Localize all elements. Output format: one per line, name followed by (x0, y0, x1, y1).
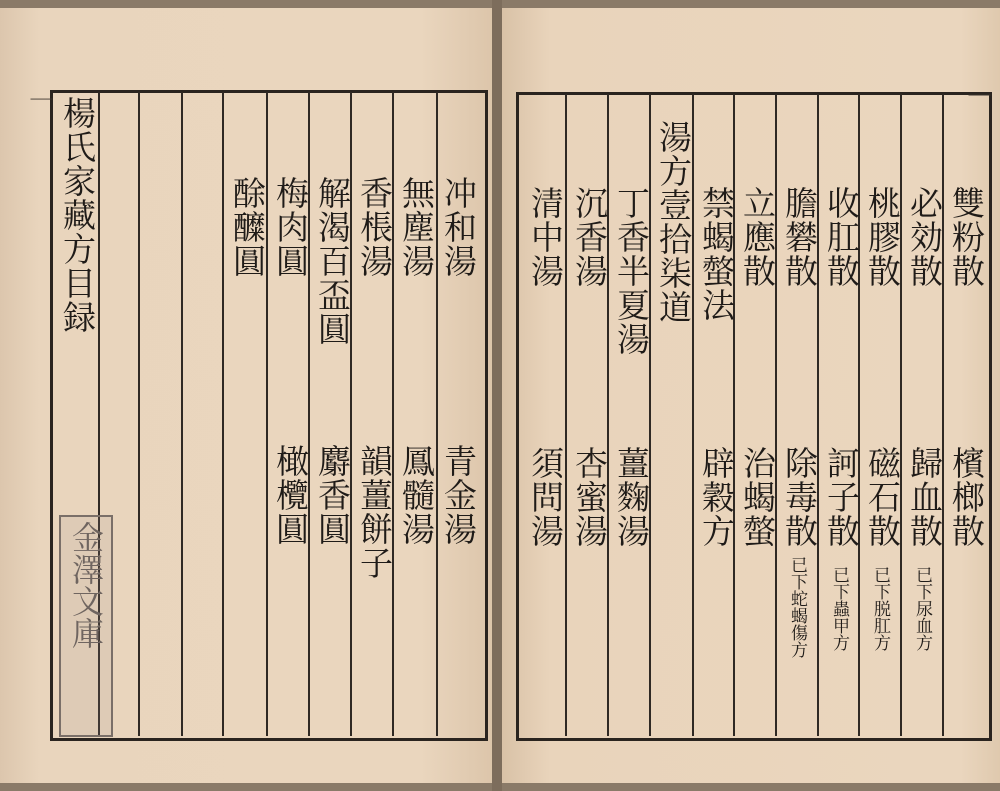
entry-bottom: 韻薑餅子 (355, 444, 394, 580)
section-note: 已下蛇蝎傷方 (787, 556, 807, 658)
entry-bottom: 青金湯 (439, 444, 478, 546)
column-rule (222, 92, 224, 736)
entry-top: 梅肉圓 (271, 176, 310, 278)
entry-top: 必効散 (905, 186, 944, 288)
entry-bottom: 歸血散 (905, 446, 944, 548)
section-note: 已下蟲甲方 (829, 566, 849, 651)
seal-text: 金澤文庫 (67, 521, 105, 649)
entry-bottom: 麝香圓 (313, 444, 352, 546)
section-note: 已下脱肛方 (870, 566, 890, 651)
entry-bottom: 治蝎螫 (738, 446, 777, 548)
entry-top: 清中湯 (526, 186, 565, 288)
column-rule (138, 92, 140, 736)
entry-top: 雙粉散 (947, 186, 986, 288)
entry-bottom: 鳳髓湯 (397, 444, 436, 546)
entry-top: 立應散 (738, 186, 777, 288)
entry-top: 沉香湯 (570, 186, 609, 288)
left-edge-mark: ｜ (27, 88, 52, 110)
entry-top: 桃膠散 (863, 186, 902, 288)
entry-bottom: 檳榔散 (947, 446, 986, 548)
entry-top: 膽礬散 (780, 186, 819, 288)
entry-bottom: 辟穀方 (697, 446, 736, 548)
catalog-title: 楊氏家藏方目録 (58, 96, 97, 334)
entry-top: 酴醾圓 (228, 176, 267, 278)
entry-bottom: 訶子散 (822, 446, 861, 548)
entry-top: 丁香半夏湯 (612, 186, 651, 356)
entry-bottom: 須問湯 (526, 446, 565, 548)
entry-top: 禁蝎螫法 (697, 186, 736, 322)
entry-bottom: 橄欖圓 (271, 444, 310, 546)
right-edge-mark: ｜ (965, 84, 990, 106)
entry-top: 冲和湯 (439, 176, 478, 278)
entry-bottom: 除毒散 (780, 446, 819, 548)
entry-top: 香棖湯 (355, 176, 394, 278)
entry-bottom: 磁石散 (863, 446, 902, 548)
library-seal (59, 515, 113, 737)
book-gutter (492, 0, 502, 791)
entry-top: 收肛散 (822, 186, 861, 288)
entry-bottom: 薑麴湯 (612, 446, 651, 548)
entry-top: 解渴百盃圓 (313, 176, 352, 346)
section-heading: 湯方壹拾柒道 (654, 120, 693, 324)
column-rule (181, 92, 183, 736)
entry-bottom: 杏蜜湯 (570, 446, 609, 548)
section-note: 已下尿血方 (912, 566, 932, 651)
entry-top: 無塵湯 (397, 176, 436, 278)
